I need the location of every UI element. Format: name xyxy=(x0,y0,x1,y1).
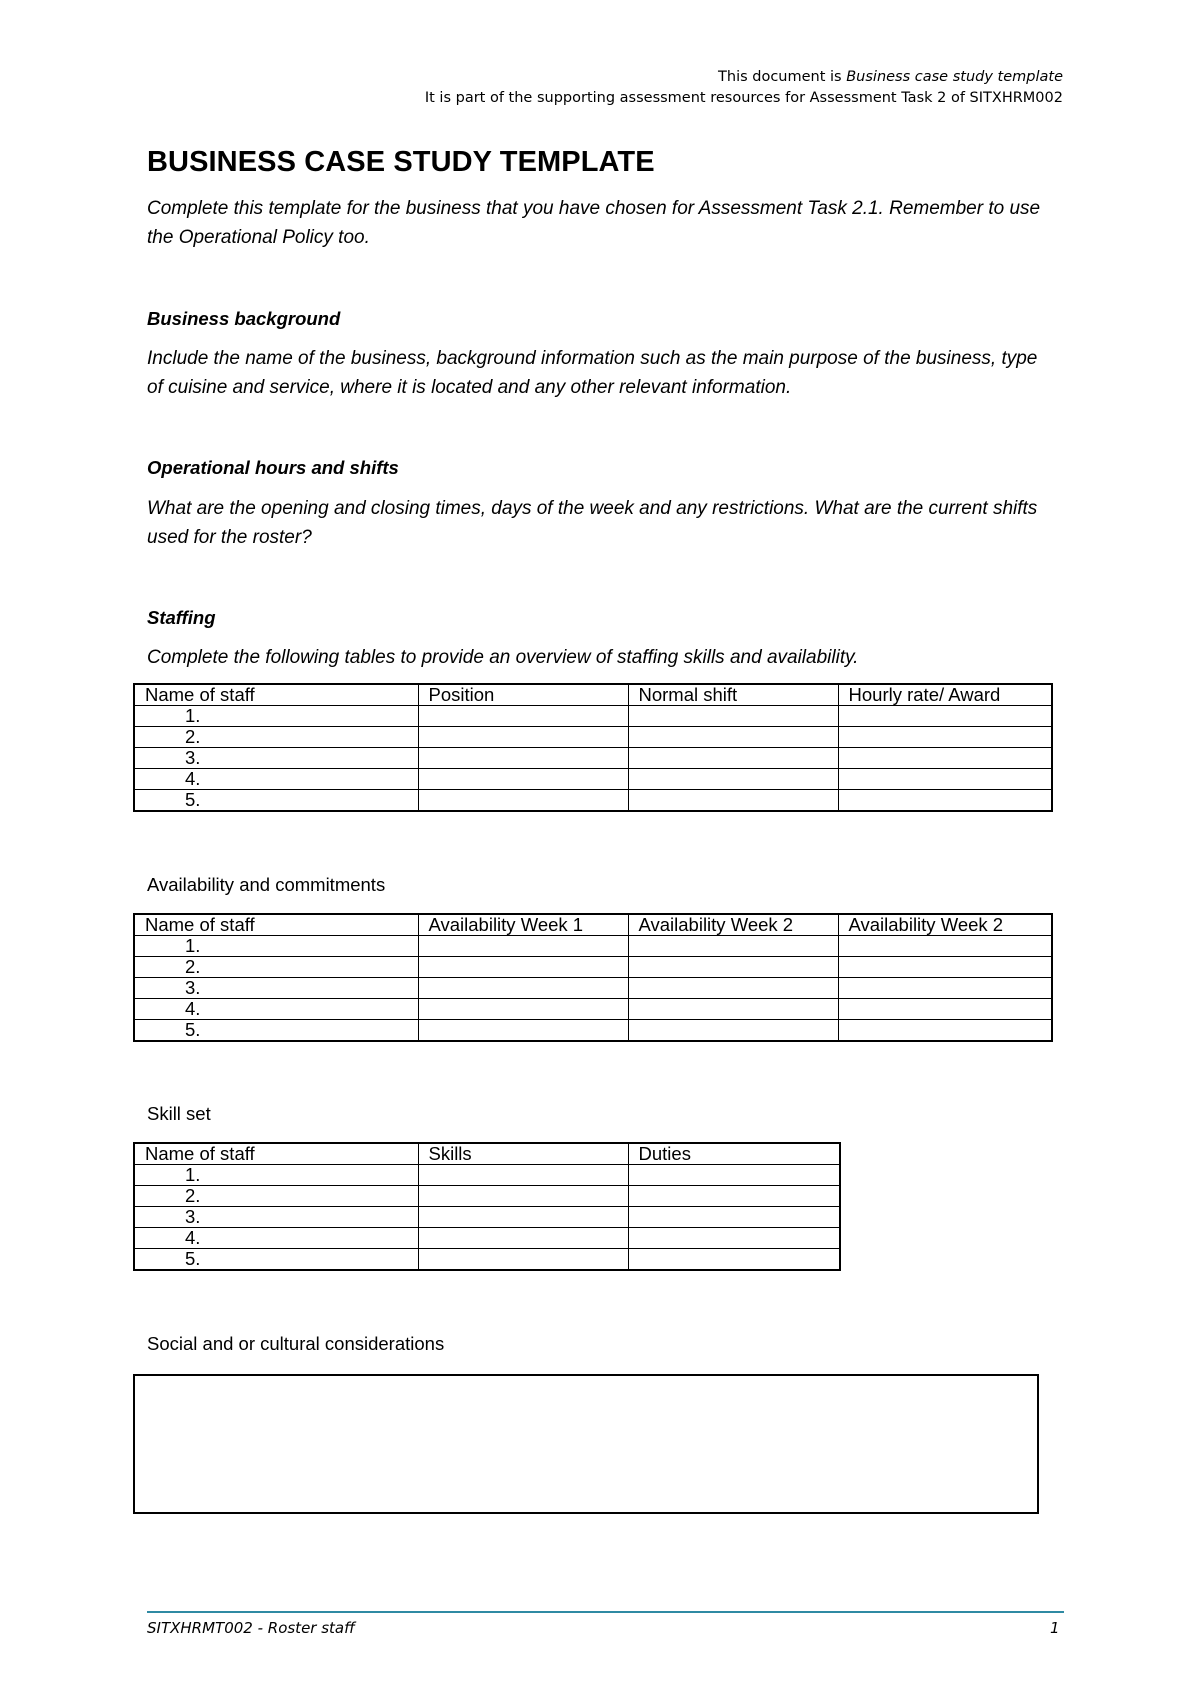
table-row xyxy=(134,1020,1052,1042)
row-number: 2. xyxy=(134,957,418,978)
table-row xyxy=(134,727,1052,748)
table-cell[interactable] xyxy=(628,727,838,748)
social-considerations-box[interactable] xyxy=(133,1374,1039,1514)
intro-text: Complete this template for the business that you have chosen for Assessment Task 2.1. Remember to use the Operational Policy too. xyxy=(147,198,1041,248)
row-number: 4. xyxy=(134,1228,418,1249)
table-row xyxy=(134,706,1052,727)
table-cell[interactable] xyxy=(628,936,838,957)
table-cell[interactable] xyxy=(418,748,628,769)
availability-label: Availability and commitments xyxy=(147,874,386,895)
table-cell[interactable] xyxy=(628,1165,840,1186)
table-cell[interactable] xyxy=(418,1020,628,1042)
header-doc-name: Business case study template xyxy=(846,69,1063,85)
table-cell[interactable] xyxy=(418,769,628,790)
page-number: 1 xyxy=(1050,1619,1060,1637)
table-cell[interactable] xyxy=(628,1020,838,1042)
header-doc-line xyxy=(718,69,1063,85)
table-cell[interactable] xyxy=(628,999,838,1020)
skill-set-label: Skill set xyxy=(147,1103,211,1124)
table-cell[interactable] xyxy=(418,978,628,999)
table-row xyxy=(134,957,1052,978)
row-number: 3. xyxy=(134,1207,418,1228)
page-title: BUSINESS CASE STUDY TEMPLATE xyxy=(147,146,655,178)
business-background-text: Include the name of the business, background information such as the main purpose of the business, type of cuisine and service, where it is located and any other relevant information. xyxy=(147,348,1038,398)
row-number: 1. xyxy=(134,1165,418,1186)
table-row xyxy=(134,1228,840,1249)
operational-hours-heading: Operational hours and shifts xyxy=(147,457,399,478)
table-cell[interactable] xyxy=(628,1207,840,1228)
skill-set-table xyxy=(133,1142,841,1271)
table-cell[interactable] xyxy=(838,1020,1052,1042)
table-cell[interactable] xyxy=(418,1207,628,1228)
table-cell[interactable] xyxy=(418,999,628,1020)
footer-unit: SITXHRMT002 - Roster staff xyxy=(147,1619,355,1637)
table-row xyxy=(134,1186,840,1207)
social-considerations-label: Social and or cultural considerations xyxy=(147,1333,445,1354)
header-assessment-line: It is part of the supporting assessment resources for Assessment Task 2 of SITXHRM002 xyxy=(424,90,1063,106)
header-cell: Availability Week 2 xyxy=(838,914,1052,936)
row-number: 1. xyxy=(134,936,418,957)
table-cell[interactable] xyxy=(418,1186,628,1207)
table-cell[interactable] xyxy=(418,1228,628,1249)
row-number: 4. xyxy=(134,769,418,790)
table-cell[interactable] xyxy=(628,1249,840,1271)
table-row xyxy=(134,999,1052,1020)
table-cell[interactable] xyxy=(838,978,1052,999)
table-cell[interactable] xyxy=(838,957,1052,978)
table-cell[interactable] xyxy=(418,936,628,957)
header-cell: Hourly rate/ Award xyxy=(838,684,1052,706)
table-cell[interactable] xyxy=(418,1249,628,1271)
table-row xyxy=(134,790,1052,812)
row-number: 2. xyxy=(134,1186,418,1207)
header-cell: Availability Week 1 xyxy=(418,914,628,936)
row-number: 1. xyxy=(134,706,418,727)
row-number: 3. xyxy=(134,978,418,999)
table-cell[interactable] xyxy=(838,769,1052,790)
table-header-row xyxy=(134,1143,840,1165)
business-background-heading: Business background xyxy=(147,308,341,329)
row-number: 3. xyxy=(134,748,418,769)
table-cell[interactable] xyxy=(418,706,628,727)
header-cell: Normal shift xyxy=(628,684,838,706)
row-number: 5. xyxy=(134,1020,418,1042)
table-cell[interactable] xyxy=(838,790,1052,812)
table-cell[interactable] xyxy=(838,999,1052,1020)
table-row xyxy=(134,978,1052,999)
table-cell[interactable] xyxy=(628,978,838,999)
operational-hours-text: What are the opening and closing times, days of the week and any restrictions. What are the current shifts used for the roster? xyxy=(147,498,1038,548)
availability-table xyxy=(133,913,1053,1042)
table-cell[interactable] xyxy=(628,1228,840,1249)
header-cell: Name of staff xyxy=(134,914,418,936)
table-cell[interactable] xyxy=(628,957,838,978)
table-cell[interactable] xyxy=(838,706,1052,727)
table-row xyxy=(134,769,1052,790)
table-cell[interactable] xyxy=(838,936,1052,957)
table-cell[interactable] xyxy=(418,790,628,812)
table-row xyxy=(134,1165,840,1186)
header-prefix: This document is xyxy=(718,69,847,85)
header-cell: Skills xyxy=(418,1143,628,1165)
table-cell[interactable] xyxy=(838,748,1052,769)
table-cell[interactable] xyxy=(628,790,838,812)
table-cell[interactable] xyxy=(628,748,838,769)
table-cell[interactable] xyxy=(418,957,628,978)
table-header-row xyxy=(134,914,1052,936)
header-cell: Availability Week 2 xyxy=(628,914,838,936)
table-cell[interactable] xyxy=(418,727,628,748)
row-number: 2. xyxy=(134,727,418,748)
staff-table xyxy=(133,683,1053,812)
table-header-row xyxy=(134,684,1052,706)
table-cell[interactable] xyxy=(418,1165,628,1186)
table-cell[interactable] xyxy=(628,706,838,727)
header-cell: Name of staff xyxy=(134,684,418,706)
table-cell[interactable] xyxy=(628,1186,840,1207)
header-cell: Name of staff xyxy=(134,1143,418,1165)
header-cell: Duties xyxy=(628,1143,840,1165)
staffing-text: Complete the following tables to provide an overview of staffing skills and availability. xyxy=(147,647,859,668)
header-cell: Position xyxy=(418,684,628,706)
table-row xyxy=(134,1207,840,1228)
row-number: 4. xyxy=(134,999,418,1020)
footer-divider xyxy=(147,1611,1064,1613)
table-row xyxy=(134,748,1052,769)
row-number: 5. xyxy=(134,1249,418,1271)
table-cell[interactable] xyxy=(838,727,1052,748)
table-row xyxy=(134,936,1052,957)
table-cell[interactable] xyxy=(628,769,838,790)
table-row xyxy=(134,1249,840,1271)
staffing-heading: Staffing xyxy=(147,607,216,628)
row-number: 5. xyxy=(134,790,418,812)
